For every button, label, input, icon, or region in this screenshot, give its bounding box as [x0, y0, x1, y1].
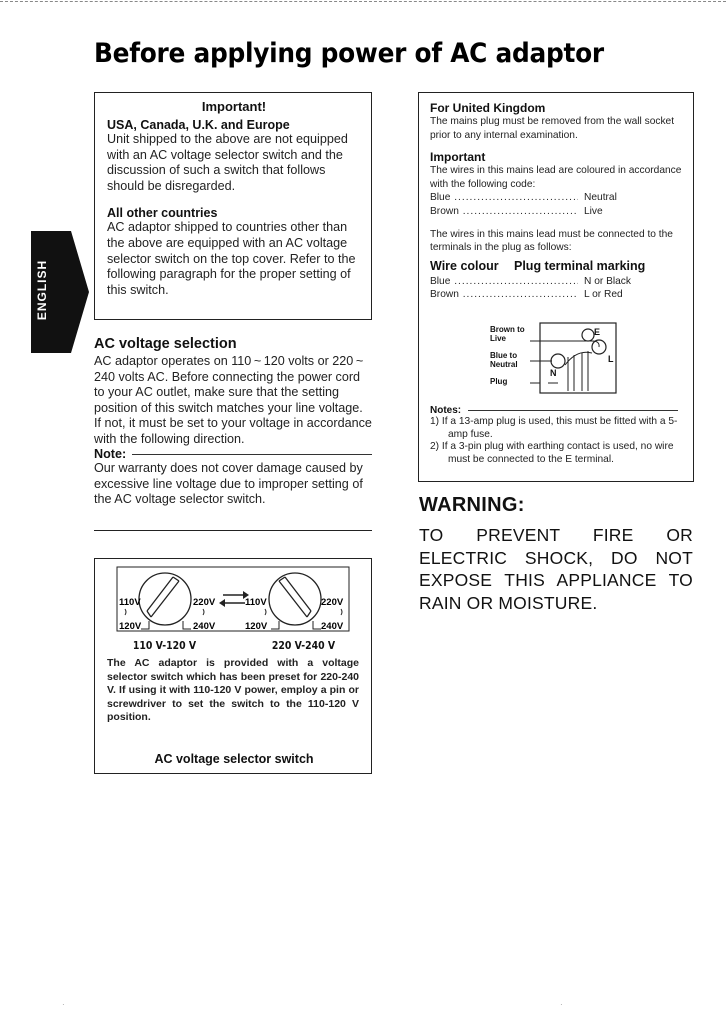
plug-wiring-diagram — [482, 321, 622, 397]
blue-to-label: Blue to — [490, 351, 518, 360]
left-switch-label-220v: 220V — [193, 597, 216, 608]
usa-heading: USA, Canada, U.K. and Europe — [107, 118, 290, 132]
section-divider — [94, 530, 372, 531]
live-label: Live — [490, 334, 507, 343]
top-border — [0, 1, 726, 3]
uk-box — [418, 92, 694, 482]
ac-voltage-heading: AC voltage selection — [94, 336, 237, 352]
plug-terminal-header: Plug terminal marking — [514, 258, 646, 273]
terminal-value: N or Black — [584, 275, 631, 287]
terminal-label: Brown ..... — [430, 288, 578, 302]
note-rule — [132, 454, 372, 455]
right-switch-label-240v: 240V — [321, 621, 344, 632]
note-item: 1) If a 13-amp plug is used, this must be fitted with a 5-amp fuse. — [430, 416, 678, 440]
other-countries-text: AC adaptor shipped to countries other than the above are equipped with an AC voltage selector switch on the top cover. Refer to the following paragraph for the proper setting of this switch. — [107, 220, 356, 297]
neutral-terminal-mark: N — [550, 368, 557, 378]
ac-voltage-text: AC adaptor operates on 110 ~ 120 volts or 220 ~ 240 volts AC. Before connecting the power cord to your AC outlet, make sure that the setting position of this switch matches your line voltage. If not, it must be set to your voltage in accordance with the following direction. — [94, 354, 372, 446]
usa-text: Unit shipped to the above are not equipped with an AC voltage selector switch and the discussion of such a switch that follows should be disregarded. — [107, 132, 348, 193]
page-title: Before applying power of AC adaptor — [94, 38, 604, 69]
left-switch-label-110v: 110V — [119, 597, 141, 608]
switch-instructions: The AC adaptor is provided with a voltage selector switch which has been preset for 220-240 V. If using it with 110-120 V power, employ a pin or screwdriver to set the switch to the 110-120 V position. — [107, 657, 359, 723]
uk-notes — [430, 405, 683, 466]
uk-important-text: The wires in this mains lead are coloured in accordance with the following code: — [430, 165, 682, 190]
important-heading: Important! — [201, 99, 267, 114]
code-label: Brown ..... — [430, 205, 578, 219]
brown-to-label: Brown to — [490, 325, 525, 334]
terminal-value: L or Red — [584, 289, 623, 301]
warning-text: TO PREVENT FIRE OR ELECTRIC SHOCK, DO NOT EXPOSE THIS APPLIANCE TO RAIN OR MOISTURE. — [419, 525, 693, 613]
scan-mark: · — [62, 1000, 65, 1009]
code-label: Blue ..... — [430, 191, 578, 205]
left-switch-label-240v: 240V — [193, 621, 216, 632]
important-box — [94, 92, 372, 320]
notes-label: Notes: — [430, 405, 462, 416]
uk-connect-text: The wires in this mains lead must be connected to the terminals in the plug as follows: — [430, 228, 673, 254]
note-text: Our warranty does not cover damage caused by excessive line voltage due to improper setting of the AC voltage selector switch. — [94, 461, 363, 506]
language-tab-label: ENGLISH — [35, 259, 49, 321]
notes-rule — [468, 410, 678, 411]
warning-heading: WARNING: — [419, 494, 525, 516]
live-terminal-mark: L — [608, 354, 614, 364]
uk-important-heading: Important — [430, 150, 486, 165]
switch-caption-220-240: 220 V-240 V — [271, 639, 336, 652]
code-value: Live — [584, 205, 603, 217]
plug-label: Plug — [490, 377, 508, 386]
note-row — [94, 447, 372, 461]
terminal-label: Blue ..... — [430, 275, 578, 289]
other-countries-heading: All other countries — [107, 206, 218, 221]
selector-switch-box — [94, 558, 372, 774]
neutral-label: Neutral — [490, 360, 518, 369]
earth-terminal-mark: E — [594, 327, 601, 337]
scan-mark: · — [560, 1000, 563, 1009]
code-row-brown — [430, 205, 683, 219]
switch-caption-110-120: 110 V-120 V — [132, 639, 197, 652]
right-switch-label-110v: 110V — [245, 597, 267, 608]
wire-table-header — [430, 259, 683, 273]
uk-heading: For United Kingdom — [430, 101, 546, 115]
switch-box-title: AC voltage selector switch — [154, 752, 314, 766]
code-value: Neutral — [584, 192, 617, 204]
note-item: 2) If a 3-pin plug with earthing contact is used, no wire must be connected to the E terminal. — [430, 441, 674, 465]
ac-voltage-section — [94, 336, 372, 508]
note-label: Note: — [94, 447, 127, 461]
terminal-row-blue — [430, 275, 683, 289]
switch-captions — [95, 639, 373, 652]
wire-colour-header: Wire colour — [430, 258, 499, 273]
uk-intro: The mains plug must be removed from the wall socket prior to any internal examination. — [430, 116, 675, 141]
selector-switch-diagram — [95, 559, 371, 637]
right-switch-label-220v: 220V — [321, 597, 344, 608]
right-switch-label-120v: 120V — [245, 621, 268, 632]
code-row-blue — [430, 191, 683, 205]
left-switch-label-120v: 120V — [119, 621, 142, 632]
terminal-row-brown — [430, 288, 683, 302]
